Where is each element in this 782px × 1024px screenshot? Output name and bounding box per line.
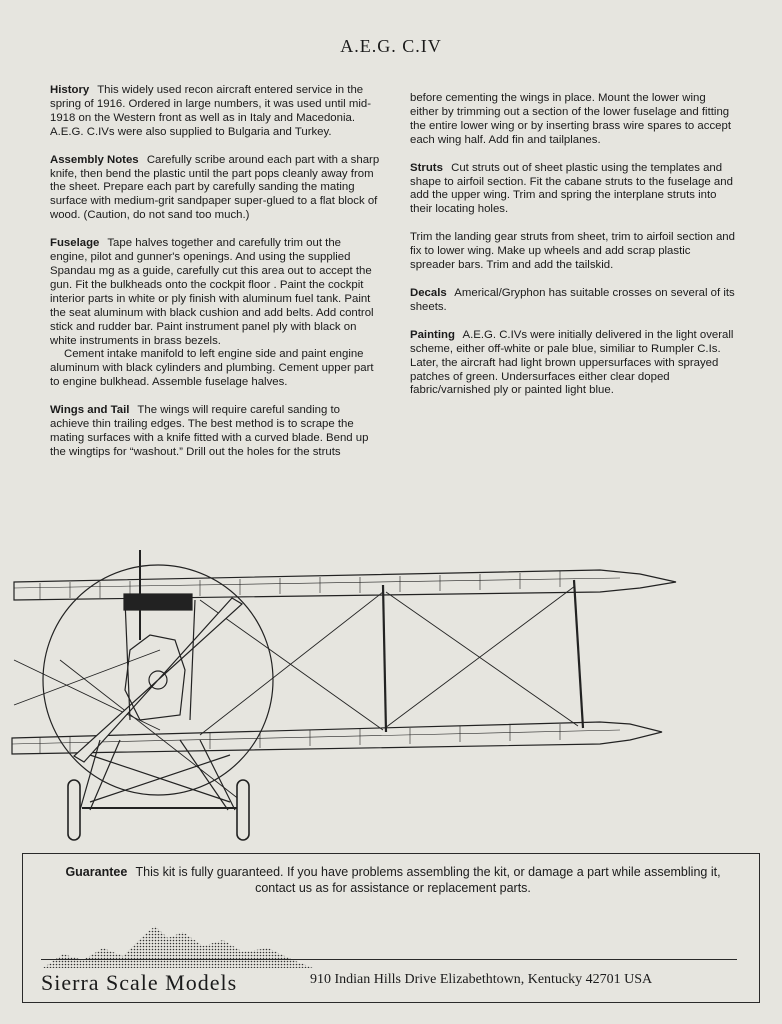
biplane-front-view-drawing xyxy=(0,540,782,850)
fuselage-heading: Fuselage xyxy=(50,237,100,250)
wings-text: The wings will require careful sanding to achieve thin trailing edges. The best method is to scrape the mating surfaces with a knife fitted with a curved blade. Bend up the wingtips for “washout.” Drill out the holes for the struts xyxy=(50,404,369,458)
decals-heading: Decals xyxy=(410,286,447,299)
company-address: 910 Indian Hills Drive Elizabethtown, Kentucky 42701 USA xyxy=(310,972,653,987)
assembly-notes-text: Carefully scribe around each part with a sharp knife, then bend the plastic until the part pops cleanly away from the sheet. Prepare each part by carefully sanding the mating surface with medium-grit sandpaper super-glued to a flat block of wood. (Caution, do not sand too much.) xyxy=(50,153,380,222)
wings-continued: before cementing the wings in place. Mount the lower wing either by trimming out a section of the lower fuselage and fitting the entire lower wing or by inserting brass wire spares to accept each wing half. Add fin and tailplanes. xyxy=(410,92,731,146)
guarantee-text-block xyxy=(63,864,723,896)
wings-section xyxy=(50,404,380,460)
upper-wing-ribs xyxy=(40,571,560,599)
outer-strut xyxy=(574,580,583,728)
assembly-notes-section xyxy=(50,154,380,224)
brand-name: Sierra Scale Models xyxy=(41,970,238,995)
decals-text: Americal/Gryphon has suitable crosses on several of its sheets. xyxy=(410,286,735,313)
decals-section xyxy=(410,287,735,315)
struts-section xyxy=(410,162,735,218)
painting-heading: Painting xyxy=(410,328,455,341)
right-column xyxy=(410,92,735,412)
struts-text: Cut struts out of sheet plastic using the templates and shape to airfoil section. Fit the cabane struts to the fuselage and add the upper wing. Trim and spring the interplane struts into their locating holes. xyxy=(410,161,733,216)
landing-gear-section: Trim the landing gear struts from sheet, trim to airfoil section and fix to lower wing. Make up wheels and add scrap plastic spreader bars. Trim and add the tailskid. xyxy=(410,231,735,272)
history-heading: History xyxy=(50,84,90,96)
page-title: A.E.G. C.IV xyxy=(340,36,442,56)
guarantee-heading: Guarantee xyxy=(65,865,128,879)
guarantee-box xyxy=(22,853,760,1003)
wings-heading: Wings and Tail xyxy=(50,404,130,417)
history-text: This widely used recon aircraft entered service in the spring of 1916. Ordered in large numbers, it was used until mid-1918 on the Western front as well as in Italy and Macedonia. A.E.G. C.IVs were also supplied to Bulgaria and Turkey. xyxy=(50,84,371,138)
engine xyxy=(125,635,185,720)
inner-strut xyxy=(383,585,386,732)
painting-text: A.E.G. C.IVs were initially delivered in the light overall scheme, either off-white or pale blue, similiar to Rumpler C.Is. Later, the aircraft had light brown uppersurfaces with sprayed patches of green. Undersurfaces either clear doped fabric/varnished ply or painted light blue. xyxy=(410,328,734,397)
mountain-logo-icon xyxy=(43,918,313,970)
wheel-left xyxy=(68,780,80,840)
footer-divider xyxy=(41,959,737,960)
cabane-strut-right xyxy=(190,600,195,720)
assembly-notes-heading: Assembly Notes xyxy=(50,153,139,166)
history-section xyxy=(50,84,380,140)
painting-section xyxy=(410,329,735,399)
struts-heading: Struts xyxy=(410,161,443,174)
bracing-wires xyxy=(14,586,578,800)
fuselage-text-cont: Cement intake manifold to left engine side and paint engine aluminum with black cylinders and plumbing. Cement upper part to engine bulkhead. Assemble fuselage halves. xyxy=(50,348,374,389)
radiator xyxy=(124,594,192,610)
wheel-right xyxy=(237,780,249,840)
fuselage-text: Tape halves together and carefully trim out the engine, pilot and gunner's openings. And using the supplied Spandau mg as a guide, carefully cut this area out to accept the gun. Fit the bulkheads onto the cockpit floor . Paint the cockpit interior parts in white or ply finish with aluminum fuel tank. Paint the seat aluminum with black cushion and add belts. Add control stick and rudder bar. Paint instrument panel ply with black on white instruments in brass bezels. xyxy=(50,237,374,347)
fuselage-section xyxy=(50,237,380,390)
guarantee-text: This kit is fully guaranteed. If you have problems assembling the kit, or damage a part while assembling it, contact us as for assistance or replacement parts. xyxy=(135,865,721,895)
left-column xyxy=(50,84,380,474)
